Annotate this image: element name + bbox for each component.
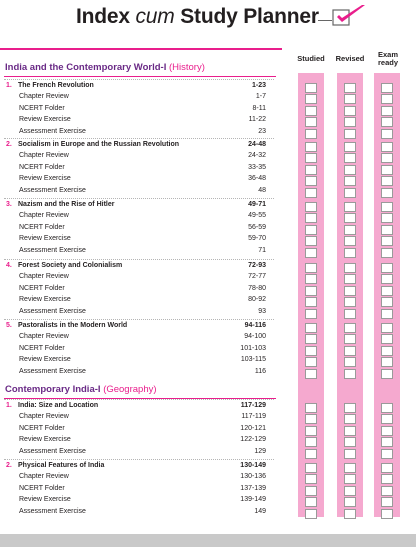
exam-ready-checkbox[interactable]: [381, 403, 393, 413]
studied-checkbox[interactable]: [305, 274, 317, 284]
studied-checkbox[interactable]: [305, 403, 317, 413]
study-item-pages: 94-100: [244, 333, 266, 341]
study-item-pages: 24-32: [248, 152, 266, 160]
revised-checkbox[interactable]: [344, 274, 356, 284]
chapter-number: 2.: [6, 141, 12, 148]
study-item-label: Chapter Review: [19, 333, 69, 341]
study-item-row: [6, 224, 266, 235]
study-item-pages: 11-22: [248, 116, 266, 124]
study-item-label: Review Exercise: [19, 116, 71, 124]
column-header-exam-ready-line2: ready: [377, 58, 398, 67]
studied-checkbox[interactable]: [305, 449, 317, 459]
studied-checkbox[interactable]: [305, 213, 317, 223]
exam-ready-checkbox[interactable]: [381, 165, 393, 175]
chapter-title: Physical Features of India: [18, 462, 105, 469]
study-item-label: NCERT Folder: [19, 284, 65, 292]
studied-checkbox[interactable]: [305, 165, 317, 175]
study-item-label: Chapter Review: [19, 273, 69, 281]
revised-checkbox[interactable]: [344, 236, 356, 246]
revised-checkbox[interactable]: [344, 309, 356, 319]
studied-checkbox[interactable]: [305, 142, 317, 152]
study-item-row: [6, 508, 266, 519]
study-item-pages: 149: [254, 507, 266, 515]
study-item-pages: 120-121: [240, 424, 266, 432]
studied-checkbox[interactable]: [305, 357, 317, 367]
chapter-number: 3.: [6, 201, 12, 208]
exam-ready-checkbox[interactable]: [381, 323, 393, 333]
study-item-row: [6, 308, 266, 319]
studied-checkbox[interactable]: [305, 153, 317, 163]
revised-checkbox[interactable]: [344, 129, 356, 139]
section-title-geography: [5, 384, 157, 395]
study-item-row: [6, 128, 266, 139]
revised-checkbox[interactable]: [344, 188, 356, 198]
revised-checkbox[interactable]: [344, 369, 356, 379]
revised-checkbox[interactable]: [344, 414, 356, 424]
revised-checkbox[interactable]: [344, 463, 356, 473]
study-item-label: Review Exercise: [19, 356, 71, 364]
studied-checkbox[interactable]: [305, 334, 317, 344]
exam-ready-checkbox[interactable]: [381, 153, 393, 163]
section-subheading: (History): [168, 62, 205, 73]
study-item-row: [6, 368, 266, 379]
revised-checkbox[interactable]: [344, 213, 356, 223]
chapter-row: [6, 402, 266, 413]
study-item-label: NCERT Folder: [19, 163, 65, 171]
study-item-label: Chapter Review: [19, 212, 69, 220]
exam-ready-checkbox[interactable]: [381, 94, 393, 104]
studied-checkbox[interactable]: [305, 426, 317, 436]
studied-checkbox[interactable]: [305, 106, 317, 116]
chapter-title: India: Size and Location: [18, 402, 99, 409]
study-item-label: NCERT Folder: [19, 484, 65, 492]
chapter-number: 2.: [6, 462, 12, 469]
study-item-row: [6, 413, 266, 424]
study-item-pages: 122-129: [240, 436, 266, 444]
chapter-number: 1.: [6, 402, 12, 409]
study-item-pages: 103-115: [240, 356, 266, 364]
study-item-label: NCERT Folder: [19, 104, 65, 112]
chapter-pages: 49-71: [248, 201, 266, 208]
chapter-title: Socialism in Europe and the Russian Revolution: [18, 141, 180, 148]
study-item-row: [6, 496, 266, 507]
study-item-label: Chapter Review: [19, 413, 69, 421]
studied-checkbox[interactable]: [305, 117, 317, 127]
studied-checkbox[interactable]: [305, 248, 317, 258]
revised-checkbox[interactable]: [344, 426, 356, 436]
exam-ready-checkbox[interactable]: [381, 263, 393, 273]
study-item-label: NCERT Folder: [19, 344, 65, 352]
exam-ready-checkbox[interactable]: [381, 509, 393, 519]
study-item-row: [6, 105, 266, 116]
revised-checkbox[interactable]: [344, 474, 356, 484]
exam-ready-checkbox[interactable]: [381, 369, 393, 379]
study-item-row: [6, 235, 266, 246]
studied-checkbox[interactable]: [305, 474, 317, 484]
revised-checkbox[interactable]: [344, 248, 356, 258]
exam-ready-checkbox[interactable]: [381, 426, 393, 436]
study-item-pages: 36-48: [248, 175, 266, 183]
studied-checkbox[interactable]: [305, 346, 317, 356]
study-item-row: [6, 333, 266, 344]
studied-checkbox[interactable]: [305, 225, 317, 235]
column-header-revised: Revised: [335, 54, 365, 63]
exam-ready-checkbox[interactable]: [381, 176, 393, 186]
revised-checkbox[interactable]: [344, 297, 356, 307]
exam-ready-checkbox[interactable]: [381, 142, 393, 152]
chapter-row: [6, 262, 266, 273]
study-item-pages: 72-77: [248, 273, 266, 281]
exam-ready-checkbox[interactable]: [381, 357, 393, 367]
study-item-label: Assessment Exercise: [19, 186, 86, 194]
chapter-number: 1.: [6, 82, 12, 89]
study-item-label: Chapter Review: [19, 93, 69, 101]
study-item-pages: 137-139: [240, 484, 266, 492]
studied-checkbox[interactable]: [305, 83, 317, 93]
title-connector-line: [318, 20, 332, 21]
revised-checkbox[interactable]: [344, 286, 356, 296]
chapter-title: Forest Society and Colonialism: [18, 262, 123, 269]
study-item-row: [6, 175, 266, 186]
section-heading: India and the Contemporary World-I: [5, 62, 167, 73]
revised-checkbox[interactable]: [344, 142, 356, 152]
revised-checkbox[interactable]: [344, 486, 356, 496]
revised-checkbox[interactable]: [344, 346, 356, 356]
chapter-pages: 72-93: [248, 262, 266, 269]
checkmark-icon: [332, 3, 368, 29]
revised-checkbox[interactable]: [344, 153, 356, 163]
chapter-title: The French Revolution: [18, 82, 94, 89]
column-header-exam-ready-line1: Exam: [377, 50, 398, 59]
revised-checkbox[interactable]: [344, 176, 356, 186]
study-item-row: [6, 436, 266, 447]
study-item-pages: 101-103: [240, 344, 266, 352]
chapter-row: [6, 82, 266, 93]
study-item-label: Review Exercise: [19, 296, 71, 304]
title-study-planner: Study Planner: [180, 5, 319, 28]
chapter-pages: 117-129: [240, 402, 266, 409]
chapter-row: [6, 322, 266, 333]
study-item-label: Review Exercise: [19, 235, 71, 243]
study-item-pages: 71: [258, 246, 266, 254]
column-header-studied: Studied: [297, 54, 325, 63]
study-item-row: [6, 247, 266, 258]
study-item-row: [6, 485, 266, 496]
exam-ready-checkbox[interactable]: [381, 334, 393, 344]
studied-checkbox[interactable]: [305, 297, 317, 307]
revised-checkbox[interactable]: [344, 106, 356, 116]
page-title: [76, 5, 319, 29]
study-item-row: [6, 164, 266, 175]
exam-ready-checkbox[interactable]: [381, 117, 393, 127]
study-item-row: [6, 425, 266, 436]
chapter-row: [6, 141, 266, 152]
revised-checkbox[interactable]: [344, 94, 356, 104]
revised-checkbox[interactable]: [344, 165, 356, 175]
revised-checkbox[interactable]: [344, 263, 356, 273]
studied-checkbox[interactable]: [305, 263, 317, 273]
study-item-pages: 56-59: [248, 223, 266, 231]
header-accent-rule: [0, 48, 282, 50]
revised-checkbox[interactable]: [344, 323, 356, 333]
study-item-label: Review Exercise: [19, 496, 71, 504]
study-item-pages: 23: [258, 127, 266, 135]
study-item-row: [6, 345, 266, 356]
studied-checkbox[interactable]: [305, 236, 317, 246]
exam-ready-checkbox[interactable]: [381, 497, 393, 507]
studied-checkbox[interactable]: [305, 486, 317, 496]
chapter-pages: 24-48: [248, 141, 266, 148]
study-item-label: NCERT Folder: [19, 424, 65, 432]
exam-ready-checkbox[interactable]: [381, 309, 393, 319]
study-item-row: [6, 212, 266, 223]
chapter-row: [6, 462, 266, 473]
study-item-pages: 59-70: [248, 235, 266, 243]
footer-bar: [0, 534, 416, 547]
exam-ready-checkbox[interactable]: [381, 449, 393, 459]
studied-checkbox[interactable]: [305, 188, 317, 198]
section-heading: Contemporary India-I: [5, 384, 101, 395]
studied-checkbox[interactable]: [305, 323, 317, 333]
studied-checkbox[interactable]: [305, 176, 317, 186]
section-rule: [4, 76, 276, 77]
studied-checkbox[interactable]: [305, 497, 317, 507]
exam-ready-checkbox[interactable]: [381, 286, 393, 296]
exam-ready-checkbox[interactable]: [381, 463, 393, 473]
studied-checkbox[interactable]: [305, 129, 317, 139]
chapter-pages: 94-116: [244, 322, 266, 329]
study-item-pages: 48: [258, 186, 266, 194]
chapter-number: 5.: [6, 322, 12, 329]
chapter-pages: 1-23: [251, 82, 266, 89]
revised-checkbox[interactable]: [344, 334, 356, 344]
revised-checkbox[interactable]: [344, 357, 356, 367]
study-item-pages: 78-80: [248, 284, 266, 292]
revised-checkbox[interactable]: [344, 437, 356, 447]
section-subheading: (Geography): [103, 384, 157, 395]
study-item-row: [6, 296, 266, 307]
exam-ready-checkbox[interactable]: [381, 274, 393, 284]
study-item-pages: 117-119: [241, 413, 266, 421]
chapter-number: 4.: [6, 262, 12, 269]
study-item-row: [6, 116, 266, 127]
study-item-row: [6, 285, 266, 296]
exam-ready-checkbox[interactable]: [381, 188, 393, 198]
exam-ready-checkbox[interactable]: [381, 486, 393, 496]
study-item-pages: 33-35: [248, 163, 266, 171]
page-header: [0, 2, 416, 34]
exam-ready-checkbox[interactable]: [381, 106, 393, 116]
revised-checkbox[interactable]: [344, 403, 356, 413]
study-item-row: [6, 93, 266, 104]
study-item-label: Chapter Review: [19, 473, 69, 481]
study-item-pages: 129: [254, 447, 266, 455]
chapter-row: [6, 201, 266, 212]
study-item-label: Assessment Exercise: [19, 307, 86, 315]
studied-checkbox[interactable]: [305, 286, 317, 296]
exam-ready-checkbox[interactable]: [381, 213, 393, 223]
studied-checkbox[interactable]: [305, 509, 317, 519]
title-cum: cum: [135, 5, 175, 28]
exam-ready-checkbox[interactable]: [381, 474, 393, 484]
revised-checkbox[interactable]: [344, 202, 356, 212]
study-item-pages: 139-149: [240, 496, 266, 504]
revised-checkbox[interactable]: [344, 225, 356, 235]
exam-ready-checkbox[interactable]: [381, 83, 393, 93]
chapter-title: Nazism and the Rise of Hitler: [18, 201, 115, 208]
revised-checkbox[interactable]: [344, 449, 356, 459]
exam-ready-checkbox[interactable]: [381, 248, 393, 258]
study-item-label: Assessment Exercise: [19, 507, 86, 515]
exam-ready-checkbox[interactable]: [381, 297, 393, 307]
study-item-pages: 116: [254, 367, 266, 375]
study-item-pages: 130-136: [240, 473, 266, 481]
studied-checkbox[interactable]: [305, 463, 317, 473]
study-item-label: Review Exercise: [19, 436, 71, 444]
revised-checkbox[interactable]: [344, 509, 356, 519]
study-item-row: [6, 473, 266, 484]
study-item-label: Assessment Exercise: [19, 246, 86, 254]
study-item-pages: 8-11: [252, 104, 266, 112]
exam-ready-checkbox[interactable]: [381, 437, 393, 447]
exam-ready-checkbox[interactable]: [381, 129, 393, 139]
studied-checkbox[interactable]: [305, 414, 317, 424]
studied-checkbox[interactable]: [305, 437, 317, 447]
exam-ready-checkbox[interactable]: [381, 414, 393, 424]
study-item-row: [6, 273, 266, 284]
column-header-exam-ready: [371, 51, 405, 67]
revised-checkbox[interactable]: [344, 83, 356, 93]
study-item-row: [6, 356, 266, 367]
chapter-pages: 130-149: [240, 462, 266, 469]
study-item-pages: 80-92: [248, 296, 266, 304]
study-item-label: Review Exercise: [19, 175, 71, 183]
studied-checkbox[interactable]: [305, 202, 317, 212]
exam-ready-checkbox[interactable]: [381, 202, 393, 212]
revised-checkbox[interactable]: [344, 497, 356, 507]
exam-ready-checkbox[interactable]: [381, 236, 393, 246]
studied-checkbox[interactable]: [305, 309, 317, 319]
study-item-pages: 93: [258, 307, 266, 315]
exam-ready-checkbox[interactable]: [381, 346, 393, 356]
study-item-row: [6, 187, 266, 198]
study-item-pages: 1-7: [255, 93, 266, 101]
chapter-title: Pastoralists in the Modern World: [18, 322, 128, 329]
study-item-label: NCERT Folder: [19, 223, 65, 231]
section-title-history: [5, 62, 205, 73]
study-item-pages: 49-55: [248, 212, 266, 220]
study-item-row: [6, 152, 266, 163]
study-item-label: Assessment Exercise: [19, 447, 86, 455]
study-item-label: Assessment Exercise: [19, 127, 86, 135]
revised-checkbox[interactable]: [344, 117, 356, 127]
study-item-label: Assessment Exercise: [19, 367, 86, 375]
studied-checkbox[interactable]: [305, 94, 317, 104]
exam-ready-checkbox[interactable]: [381, 225, 393, 235]
study-item-label: Chapter Review: [19, 152, 69, 160]
study-item-row: [6, 448, 266, 459]
studied-checkbox[interactable]: [305, 369, 317, 379]
title-index: Index: [76, 5, 130, 28]
